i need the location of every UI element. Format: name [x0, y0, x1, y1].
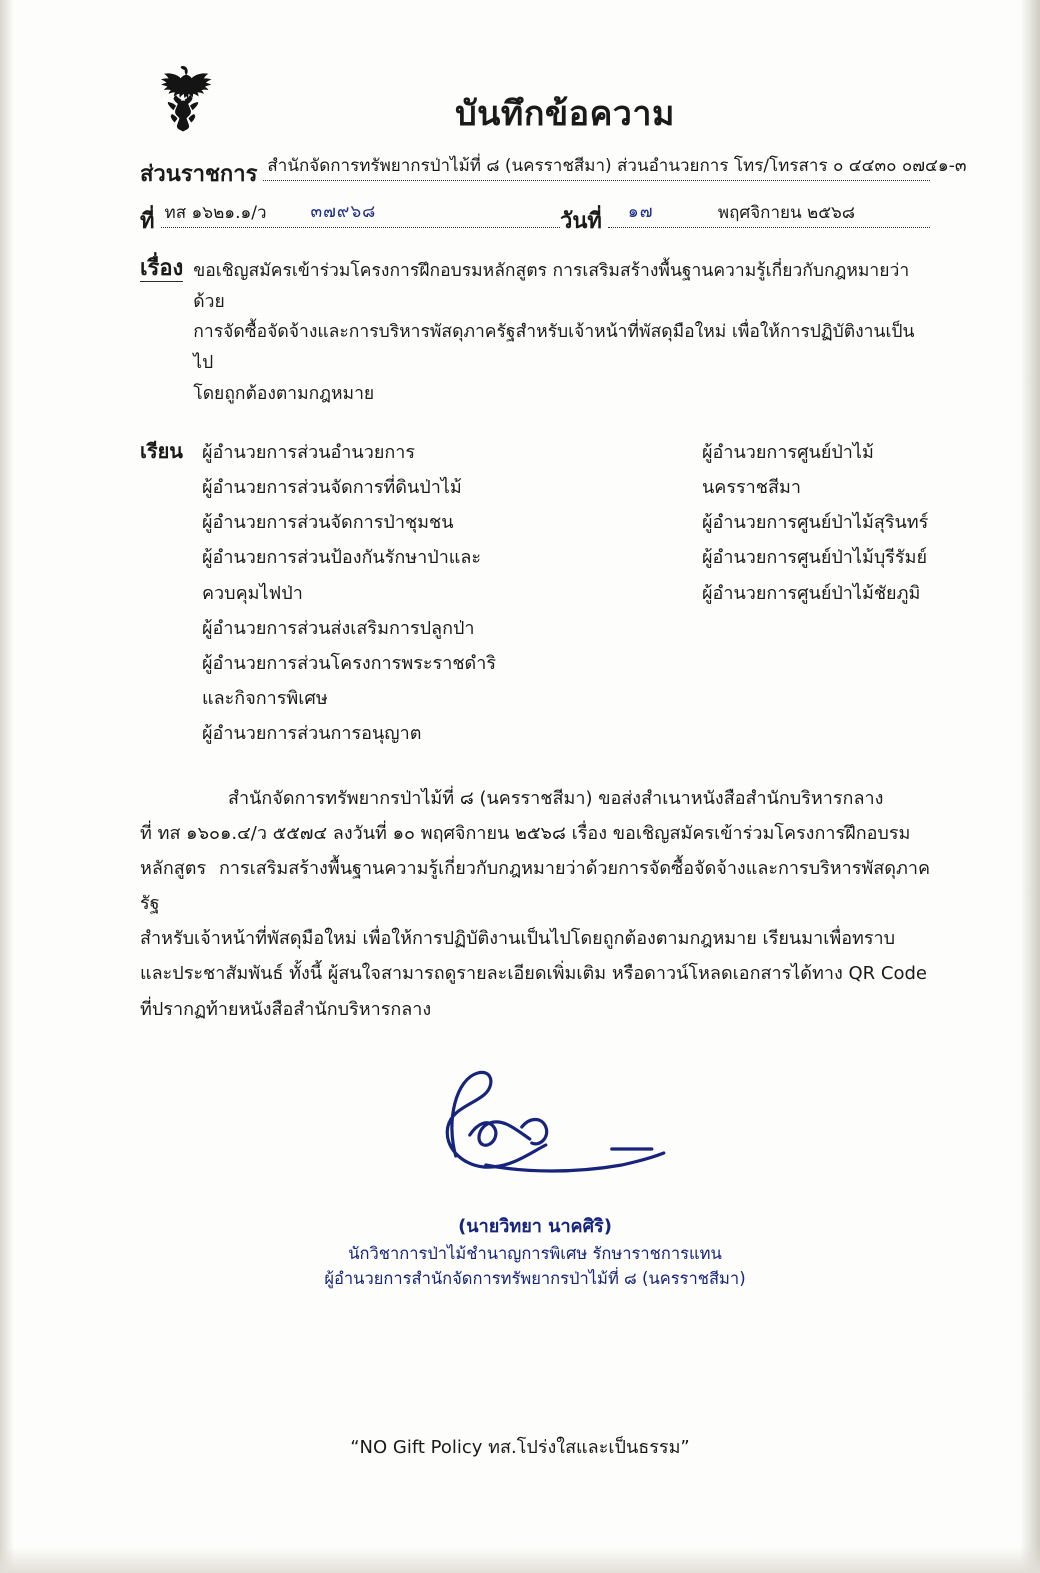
- date-value-line: [608, 203, 930, 228]
- agency-value: สำนักจัดการทรัพยากรป่าไม้ที่ ๘ (นครราชสีมา) ส่วนอำนวยการ โทร/โทรสาร ๐ ๔๔๓๐ ๐๗๔๑-๓: [267, 156, 967, 176]
- subject-line-2: การจัดซื้อจัดจ้างและการบริหารพัสดุภาครัฐสำหรับเจ้าหน้าที่พัสดุมือใหม่ เพื่อให้การปฏิบัติงานเป็นไป: [193, 322, 915, 373]
- document-content: [140, 58, 967, 1291]
- number-value: ทส ๑๖๒๑.๑/ว: [164, 203, 267, 223]
- handwritten-signature-icon: [426, 1061, 686, 1205]
- list-item: ผู้อำนวยการศูนย์ป่าไม้บุรีรัมย์: [702, 547, 927, 569]
- subject-text: [193, 256, 930, 409]
- agency-value-line: [263, 156, 967, 181]
- recipient-column-left: [202, 435, 502, 751]
- body-paragraph: [140, 781, 930, 1027]
- body-line-3: หลักสูตร การเสริมสร้างพื้นฐานความรู้เกี่ยวกับกฎหมายว่าด้วยการจัดซื้อจัดจ้างและการบริหารพัสดุภาครัฐ: [140, 858, 930, 915]
- list-item: ผู้อำนวยการส่วนจัดการป่าชุมชน: [202, 512, 454, 534]
- date-label: วันที่: [560, 209, 602, 234]
- number-value-line: [161, 203, 560, 228]
- scan-edge-left: [0, 0, 14, 1573]
- list-item: ผู้อำนวยการส่วนการอนุญาต: [202, 722, 422, 744]
- signature-block: [140, 1061, 930, 1291]
- subject-block: [140, 256, 930, 409]
- date-segment: [560, 203, 930, 238]
- signature-text: [140, 1213, 930, 1292]
- subject-line-1: ขอเชิญสมัครเข้าร่วมโครงการฝึกอบรมหลักสูตร การเสริมสร้างพื้นฐานความรู้เกี่ยวกับกฎหมายว่าด้วย: [193, 261, 910, 312]
- subject-line-3: โดยถูกต้องตามกฎหมาย: [193, 383, 375, 404]
- list-item: ผู้อำนวยการศูนย์ป่าไม้สุรินทร์: [702, 512, 929, 534]
- list-item: ผู้อำนวยการศูนย์ป่าไม้ชัยภูมิ: [702, 582, 921, 604]
- recipients-block: [140, 435, 930, 751]
- number-label: ที่: [140, 209, 155, 234]
- body-line-5: และประชาสัมพันธ์ ทั้งนี้ ผู้สนใจสามารถดูรายละเอียดเพิ่มเติม หรือดาวน์โหลดเอกสารได้ทาง QR Code: [140, 963, 927, 985]
- body-line-4: สำหรับเจ้าหน้าที่พัสดุมือใหม่ เพื่อให้การปฏิบัติงานเป็นไปโดยถูกต้องตามกฎหมาย เรียนมาเพื่อทราบ: [140, 928, 896, 950]
- number-date-row: [140, 203, 930, 238]
- page-title: บันทึกข้อความ: [455, 94, 675, 134]
- list-item: ผู้อำนวยการศูนย์ป่าไม้นครราชสีมา: [702, 442, 874, 499]
- body-line-1: สำนักจัดการทรัพยากรป่าไม้ที่ ๘ (นครราชสีมา) ขอส่งสำเนาหนังสือสำนักบริหารกลาง: [228, 787, 884, 809]
- agency-label: ส่วนราชการ: [140, 162, 258, 187]
- agency-row: [140, 156, 967, 191]
- page-footer: “NO Gift Policy ทส.โปร่งใสและเป็นธรรม”: [350, 1437, 690, 1458]
- signer-position-line-1: นักวิชาการป่าไม้ชำนาญการพิเศษ รักษาราชการแทน: [348, 1243, 722, 1263]
- recipient-column-right: [702, 435, 930, 751]
- body-line-2: ที่ ทส ๑๖๐๑.๔/ว ๕๕๗๔ ลงวันที่ ๑๐ พฤศจิกายน ๒๕๖๘ เรื่อง ขอเชิญสมัครเข้าร่วมโครงการฝึกอบรม: [140, 823, 911, 845]
- list-item: ผู้อำนวยการส่วนจัดการที่ดินป่าไม้: [202, 477, 462, 499]
- number-handwritten: ๓๗๙๖๘: [310, 202, 377, 222]
- scan-edge-bottom: [0, 1547, 1040, 1573]
- recipient-columns: [202, 435, 930, 751]
- subject-label: เรื่อง: [140, 256, 184, 281]
- to-label: เรียน: [140, 439, 183, 464]
- list-item: ผู้อำนวยการส่วนอำนวยการ: [202, 442, 416, 464]
- list-item: ผู้อำนวยการส่วนส่งเสริมการปลูกป่า: [202, 617, 475, 639]
- list-item: ผู้อำนวยการส่วนป้องกันรักษาป่าและควบคุมไฟป่า: [202, 547, 482, 604]
- date-handwritten: ๑๗: [627, 202, 654, 222]
- body-line-6: ที่ปรากฏท้ายหนังสือสำนักบริหารกลาง: [140, 998, 432, 1020]
- list-item: ผู้อำนวยการส่วนโครงการพระราชดำริและกิจการพิเศษ: [202, 652, 496, 709]
- number-segment: [140, 203, 560, 238]
- signer-position-line-2: ผู้อำนวยการสำนักจัดการทรัพยากรป่าไม้ที่ ๘ (นครราชสีมา): [324, 1269, 746, 1289]
- signer-name: (นายวิทยา นาคศิริ): [458, 1215, 612, 1237]
- scan-edge-right: [1020, 0, 1040, 1573]
- date-value: พฤศจิกายน ๒๕๖๘: [717, 203, 855, 223]
